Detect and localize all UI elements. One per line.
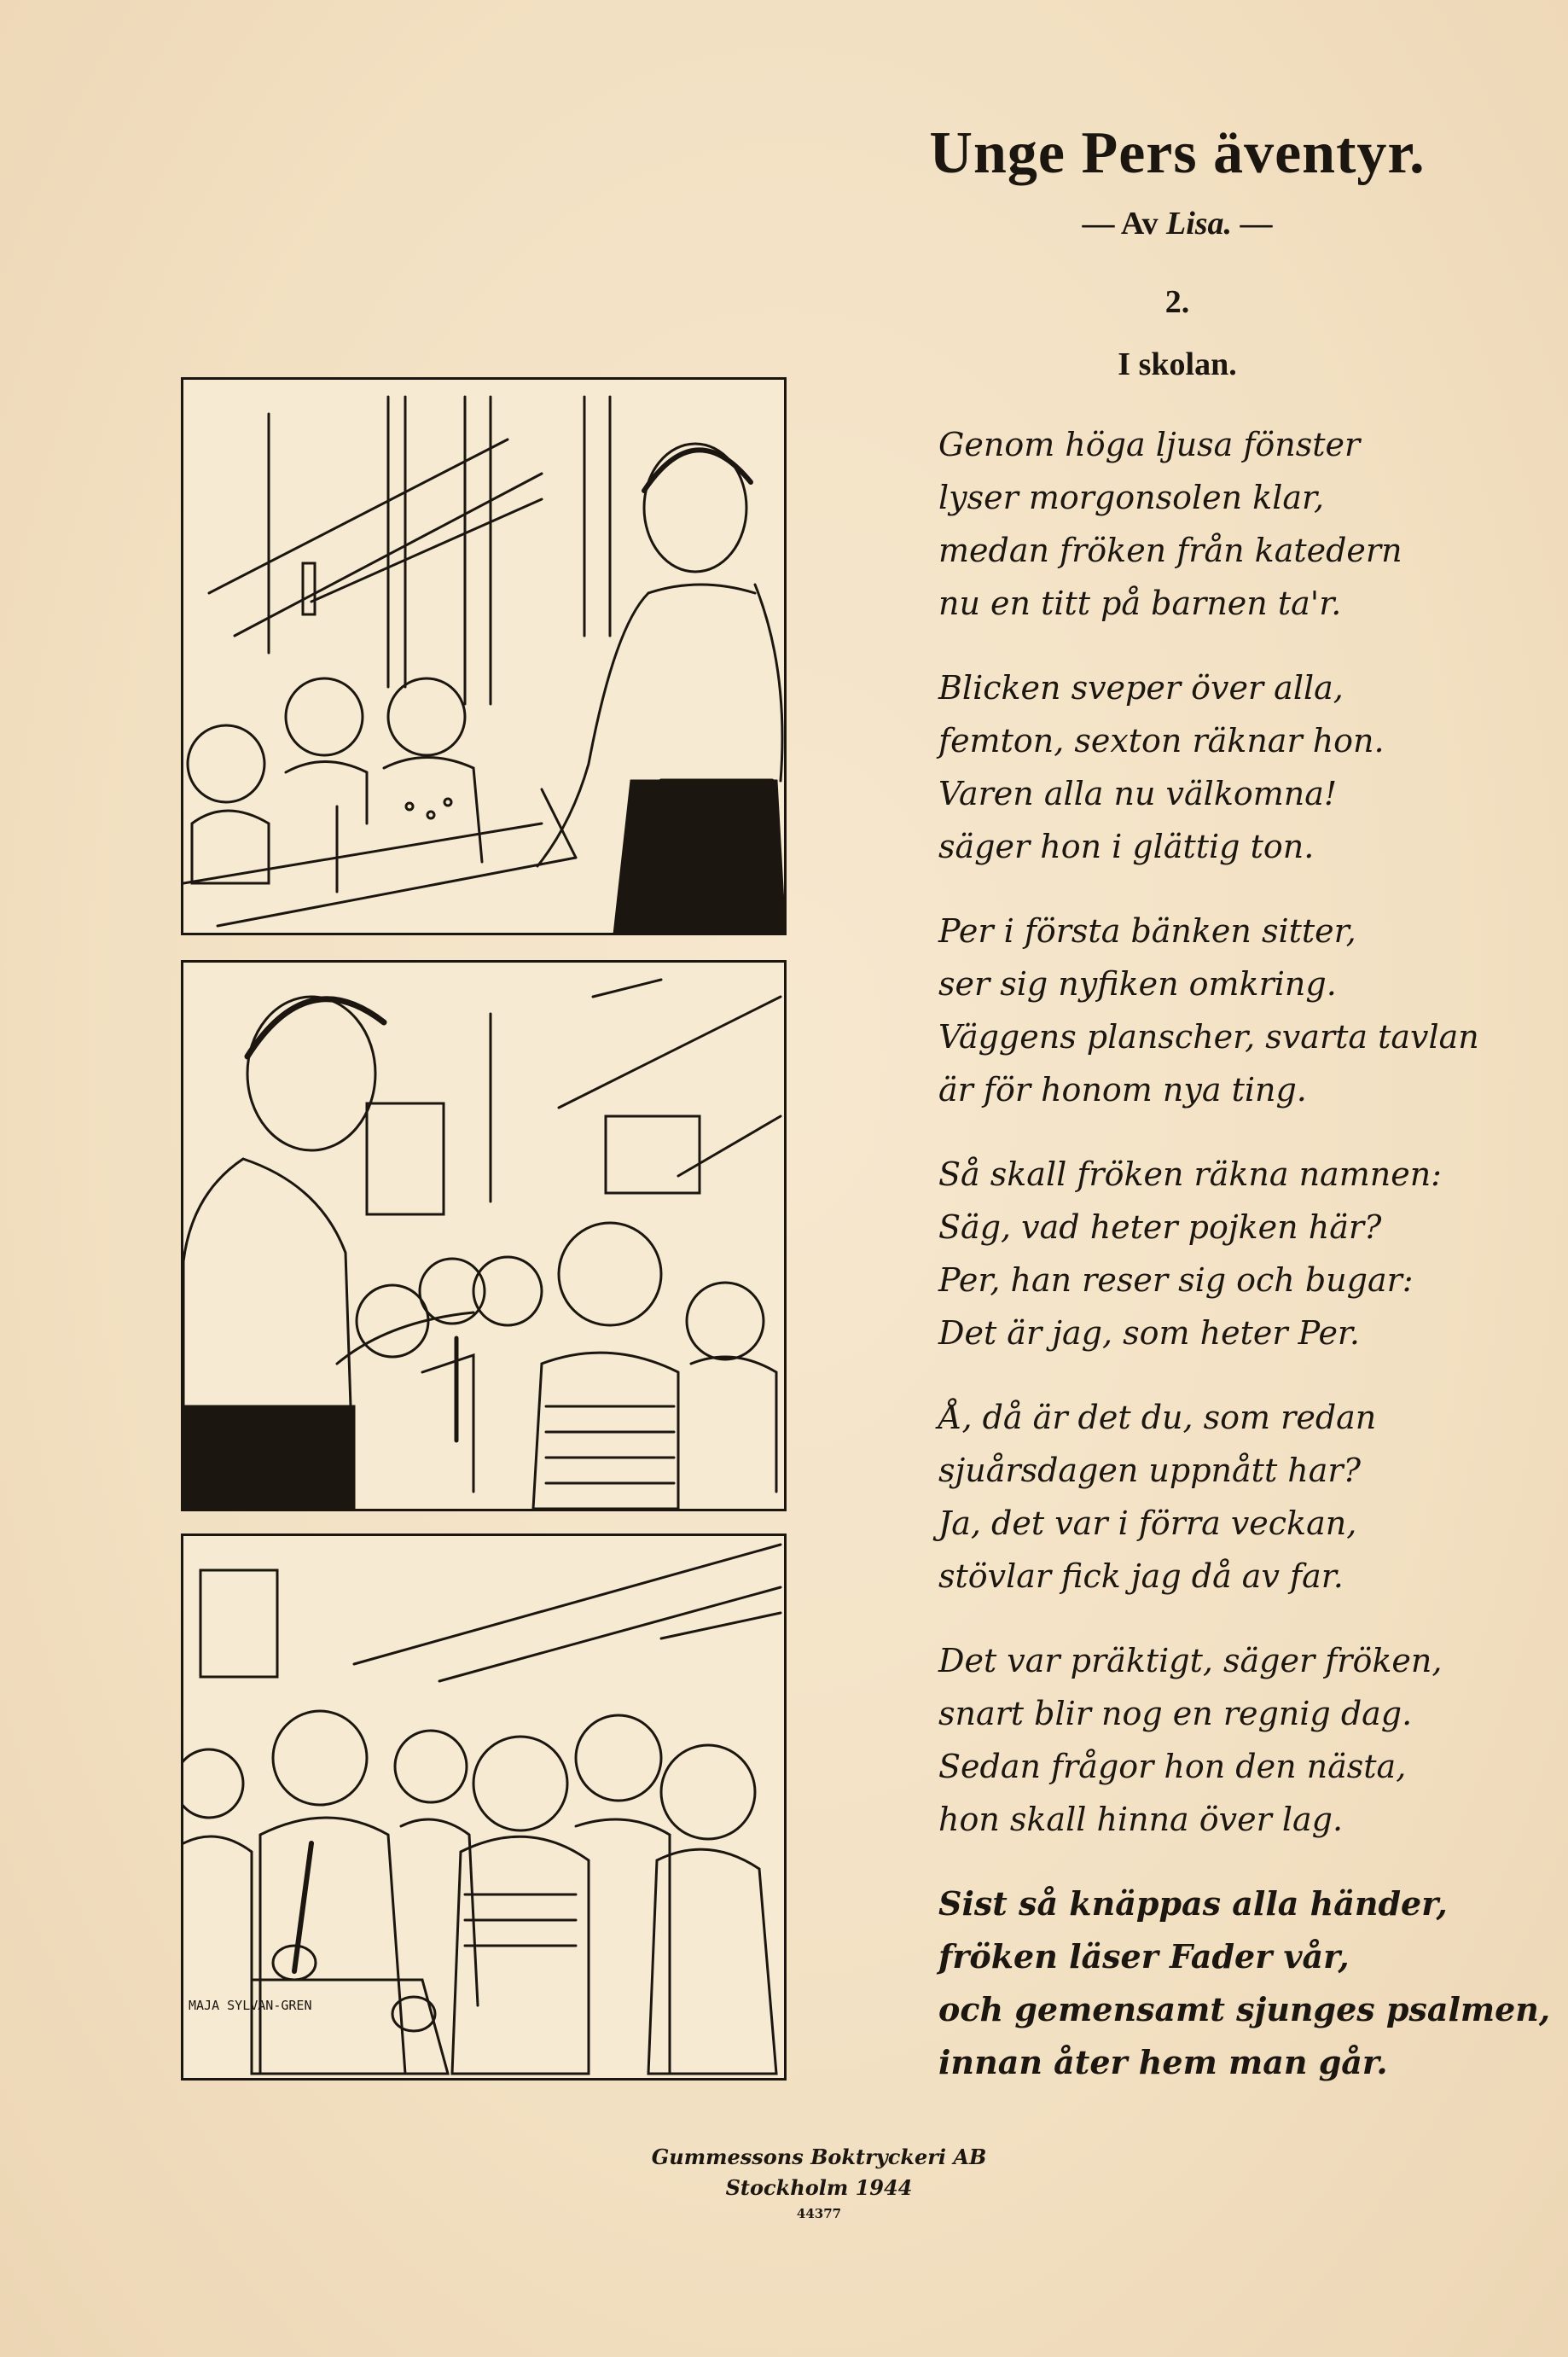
poem-line: snart blir nog en regnig dag. xyxy=(938,1695,1413,1732)
stanza-6 xyxy=(938,1634,1536,1846)
poem-line: Å, då är det du, som redan xyxy=(938,1399,1377,1436)
byline xyxy=(887,205,1467,242)
stanza-4 xyxy=(938,1148,1536,1359)
printer-imprint xyxy=(597,2142,1041,2224)
poem-line: Säg, vad heter pojken här? xyxy=(938,1208,1382,1246)
poem-line: ser sig nyfiken omkring. xyxy=(938,965,1337,1003)
poem-line: Per i första bänken sitter, xyxy=(938,912,1356,950)
poem-line: Per, han reser sig och bugar: xyxy=(938,1261,1414,1299)
print-number: 44377 xyxy=(796,2206,842,2221)
byline-suffix: — xyxy=(1240,206,1273,242)
printer-name: Gummessons Boktryckeri AB xyxy=(651,2145,987,2169)
poem-line: Så skall fröken räkna namnen: xyxy=(938,1155,1442,1193)
poem-line: lyser morgonsolen klar, xyxy=(938,479,1325,516)
stanza-5 xyxy=(938,1391,1536,1603)
artist-signature: MAJA SYLVAN-GREN xyxy=(189,1998,312,2013)
poem-line: femton, sexton räknar hon. xyxy=(938,722,1385,759)
printer-location: Stockholm 1944 xyxy=(725,2175,913,2200)
poem-line: är för honom nya ting. xyxy=(938,1071,1307,1109)
poem-line: medan fröken från katedern xyxy=(938,532,1402,569)
poem-line: nu en titt på barnen ta'r. xyxy=(938,585,1342,622)
illustration-panel-3 xyxy=(183,1536,784,2078)
poem-line: fröken läser Fader vår, xyxy=(938,1937,1350,1976)
illustration-teacher-asks-per xyxy=(181,960,787,1511)
poem-line: Det är jag, som heter Per. xyxy=(938,1314,1360,1352)
page-title: Unge Pers äventyr. xyxy=(929,120,1426,186)
poem-line: Sist så knäppas alla händer, xyxy=(938,1884,1448,1923)
chapter-title: I skolan. xyxy=(1118,346,1237,382)
byline-author: Lisa. xyxy=(1165,206,1233,242)
poem-line: säger hon i glättig ton. xyxy=(938,828,1315,865)
stanza-2 xyxy=(938,661,1536,873)
poem xyxy=(938,418,1551,2121)
illustration-panel-1 xyxy=(183,380,784,933)
poem-line: hon skall hinna över lag. xyxy=(938,1801,1344,1838)
stanza-1 xyxy=(938,418,1536,630)
illustration-classroom-teacher-back xyxy=(181,377,787,935)
poem-line: stövlar fick jag då av far. xyxy=(938,1557,1344,1595)
poem-line: Sedan frågor hon den nästa, xyxy=(938,1748,1407,1785)
illustration-panel-2 xyxy=(183,963,784,1509)
poem-line: Genom höga ljusa fönster xyxy=(938,426,1361,463)
byline-prefix: — Av xyxy=(1082,206,1159,242)
chapter-number: 2. xyxy=(1164,284,1190,320)
poem-line: Blicken sveper över alla, xyxy=(938,669,1344,707)
illustration-children-praying xyxy=(181,1534,787,2081)
stanza-7 xyxy=(938,1877,1551,2089)
poem-line: sjuårsdagen uppnått har? xyxy=(938,1452,1361,1489)
poem-line: Ja, det var i förra veckan, xyxy=(938,1504,1357,1542)
stanza-3 xyxy=(938,905,1536,1116)
poem-line: innan åter hem man går. xyxy=(938,2043,1388,2081)
poem-line: Det var präktigt, säger fröken, xyxy=(938,1642,1443,1679)
poem-line: och gemensamt sjunges psalmen, xyxy=(938,1990,1551,2028)
poem-line: Varen alla nu välkomna! xyxy=(938,775,1338,812)
poem-line: Väggens planscher, svarta tavlan xyxy=(938,1018,1479,1056)
